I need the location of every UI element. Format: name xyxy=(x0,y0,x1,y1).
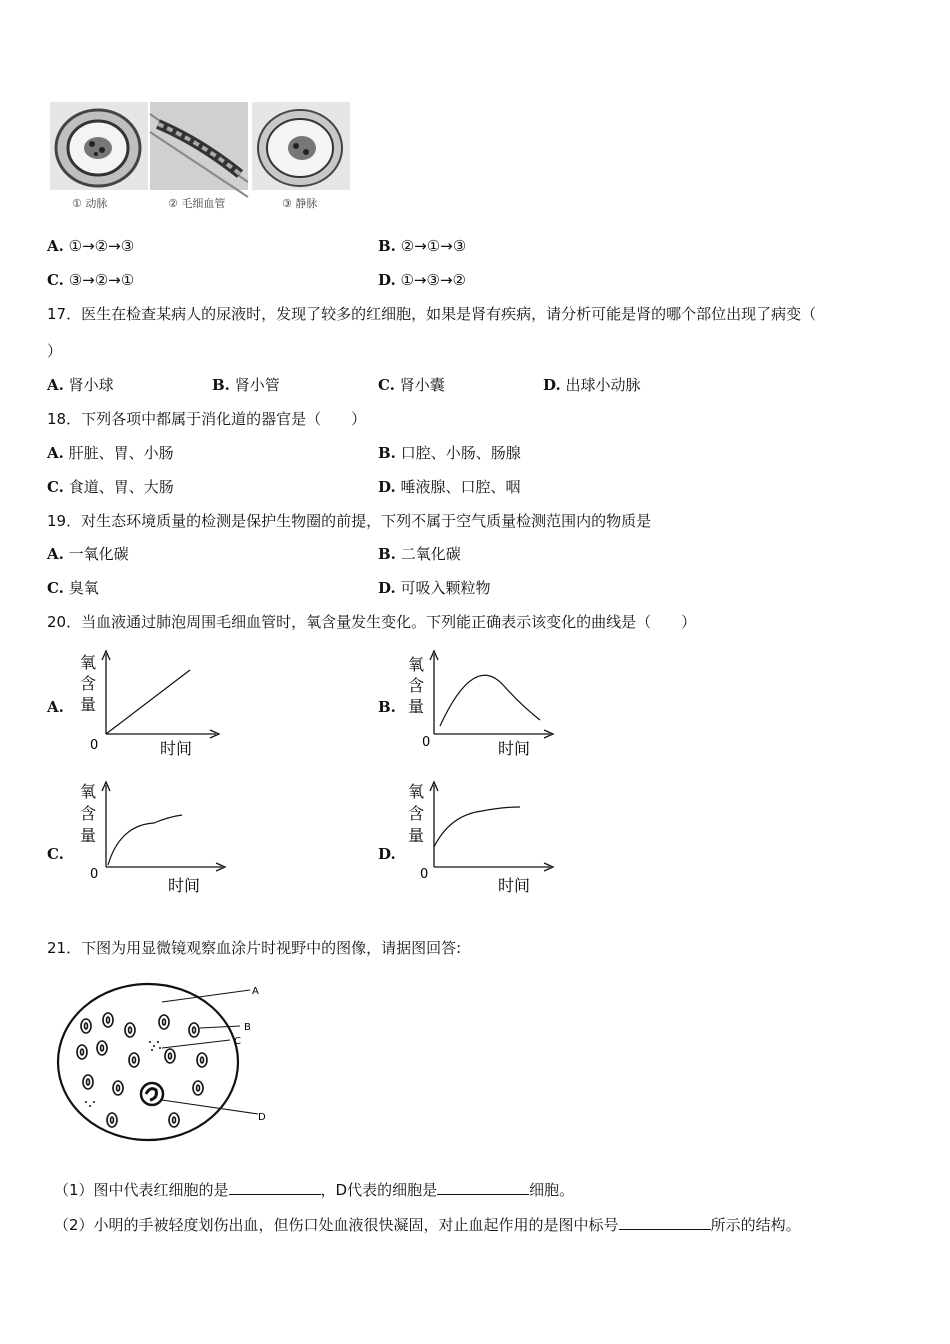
option-text: 可吸入颗粒物 xyxy=(400,579,491,597)
q16-option-a[interactable]: A. ①→②→③ xyxy=(47,237,135,255)
ylabel-char: 氧 xyxy=(408,782,425,801)
xlabel: 时间 xyxy=(168,876,201,895)
answer-blank-1[interactable] xyxy=(229,1180,321,1195)
label-b: B xyxy=(244,1022,251,1033)
q20-graph-d[interactable] xyxy=(402,779,562,897)
q17-option-a[interactable]: A. 肾小球 xyxy=(47,376,114,394)
ylabel-char: 氧 xyxy=(80,653,97,672)
origin-label: 0 xyxy=(90,738,99,753)
q18-option-d[interactable]: D. 唾液腺、口腔、咽 xyxy=(378,478,521,496)
origin-label: 0 xyxy=(420,867,429,882)
q20-option-a-letter[interactable]: A. xyxy=(47,698,64,716)
q19-option-c[interactable]: C. 臭氧 xyxy=(47,579,99,597)
artery-cells xyxy=(84,137,112,159)
vein-cells xyxy=(288,136,316,160)
option-text: 臭氧 xyxy=(68,579,99,597)
q20-graph-a[interactable] xyxy=(72,648,232,760)
ylabel-char: 量 xyxy=(80,826,97,845)
ylabel-char: 量 xyxy=(408,826,425,845)
vessel-micrographs xyxy=(50,102,350,214)
q18-option-b[interactable]: B. 口腔、小肠、肠腺 xyxy=(378,444,521,462)
q20-option-d-letter[interactable]: D. xyxy=(378,845,396,863)
q19-option-b[interactable]: B. 二氧化碳 xyxy=(378,545,461,563)
q18-option-c[interactable]: C. 食道、胃、大肠 xyxy=(47,478,174,496)
ylabel-char: 含 xyxy=(408,676,425,695)
caption-vein: ③ 静脉 xyxy=(282,197,318,210)
q21-sub2: （2）小明的手被轻度划伤出血，但伤口处血液很快凝固，对止血起作用的是图中标号 所示的结构。 xyxy=(54,1216,801,1234)
option-text: 唾液腺、口腔、咽 xyxy=(400,478,521,496)
q18-stem: 18．下列各项中都属于消化道的器官是（ ） xyxy=(47,410,367,428)
q17-option-d[interactable]: D. 出球小动脉 xyxy=(543,376,641,394)
curve-linear xyxy=(106,670,190,734)
q20-graph-b[interactable] xyxy=(402,648,562,760)
option-text: 肾小球 xyxy=(68,376,114,394)
xlabel: 时间 xyxy=(498,739,531,758)
option-text: 食道、胃、大肠 xyxy=(68,478,174,496)
microscope-field xyxy=(58,984,238,1140)
option-text: 出球小动脉 xyxy=(565,376,641,394)
curve-plateau-from-nonzero xyxy=(434,807,520,847)
q16-option-b[interactable]: B. ②→①→③ xyxy=(378,237,467,255)
ylabel-char: 含 xyxy=(408,804,425,823)
q19-option-d[interactable]: D. 可吸入颗粒物 xyxy=(378,579,491,597)
q20-graph-c[interactable] xyxy=(72,779,232,897)
q21-stem: 21．下图为用显微镜观察血涂片时视野中的图像，请据图回答: xyxy=(47,939,462,957)
red-blood-cells xyxy=(77,1013,207,1127)
option-text: 肾小管 xyxy=(234,376,280,394)
platelets xyxy=(85,1041,161,1107)
q16-option-c[interactable]: C. ③→②→① xyxy=(47,271,135,289)
option-text: 二氧化碳 xyxy=(400,545,461,563)
option-text: ②→①→③ xyxy=(400,237,467,255)
q17-stem: 17．医生在检查某病人的尿液时，发现了较多的红细胞，如果是肾有疾病，请分析可能是肾的哪个部位出现了病变（ xyxy=(47,305,817,323)
label-d: D xyxy=(258,1112,266,1123)
option-text: 一氧化碳 xyxy=(68,545,129,563)
ylabel-char: 含 xyxy=(80,674,97,693)
ylabel-char: 氧 xyxy=(408,655,425,674)
caption-capillary: ② 毛细血管 xyxy=(168,197,226,210)
white-blood-cell xyxy=(141,1083,163,1105)
curve-rise-fall xyxy=(440,675,540,726)
label-a: A xyxy=(252,986,259,997)
label-c: C xyxy=(234,1036,241,1047)
option-text: 肾小囊 xyxy=(399,376,445,394)
xlabel: 时间 xyxy=(498,876,531,895)
option-text: 口腔、小肠、肠腺 xyxy=(400,444,521,462)
ylabel-char: 含 xyxy=(80,804,97,823)
ylabel-char: 氧 xyxy=(80,782,97,801)
xlabel: 时间 xyxy=(160,739,193,758)
q21-sub1: （1）图中代表红细胞的是 ，D代表的细胞是 细胞。 xyxy=(54,1181,575,1199)
caption-artery: ① 动脉 xyxy=(72,197,108,210)
q17-option-b[interactable]: B. 肾小管 xyxy=(212,376,280,394)
q20-option-b-letter[interactable]: B. xyxy=(378,698,396,716)
ylabel-char: 量 xyxy=(408,697,425,716)
option-text: 肝脏、胃、小肠 xyxy=(68,444,174,462)
q20-option-c-letter[interactable]: C. xyxy=(47,845,64,863)
answer-blank-3[interactable] xyxy=(619,1215,711,1230)
curve-plateau-from-zero xyxy=(108,815,182,865)
origin-label: 0 xyxy=(422,735,431,750)
q20-stem: 20．当血液通过肺泡周围毛细血管时，氧含量发生变化。下列能正确表示该变化的曲线是（ ） xyxy=(47,613,697,631)
option-text: ①→③→② xyxy=(400,271,466,289)
q19-option-a[interactable]: A. 一氧化碳 xyxy=(47,545,129,563)
q17-stem-end: ） xyxy=(47,342,63,360)
q16-option-d[interactable]: D. ①→③→② xyxy=(378,271,466,289)
q17-option-c[interactable]: C. 肾小囊 xyxy=(378,376,445,394)
vessel-figure xyxy=(50,102,350,214)
blood-smear-figure xyxy=(52,976,272,1151)
q18-option-a[interactable]: A. 肝脏、胃、小肠 xyxy=(47,444,174,462)
q19-stem: 19．对生态环境质量的检测是保护生物圈的前提，下列不属于空气质量检测范围内的物质是 xyxy=(47,512,652,530)
ylabel-char: 量 xyxy=(80,695,97,714)
option-text: ①→②→③ xyxy=(68,237,135,255)
origin-label: 0 xyxy=(90,867,99,882)
option-text: ③→②→① xyxy=(68,271,135,289)
answer-blank-2[interactable] xyxy=(437,1180,529,1195)
